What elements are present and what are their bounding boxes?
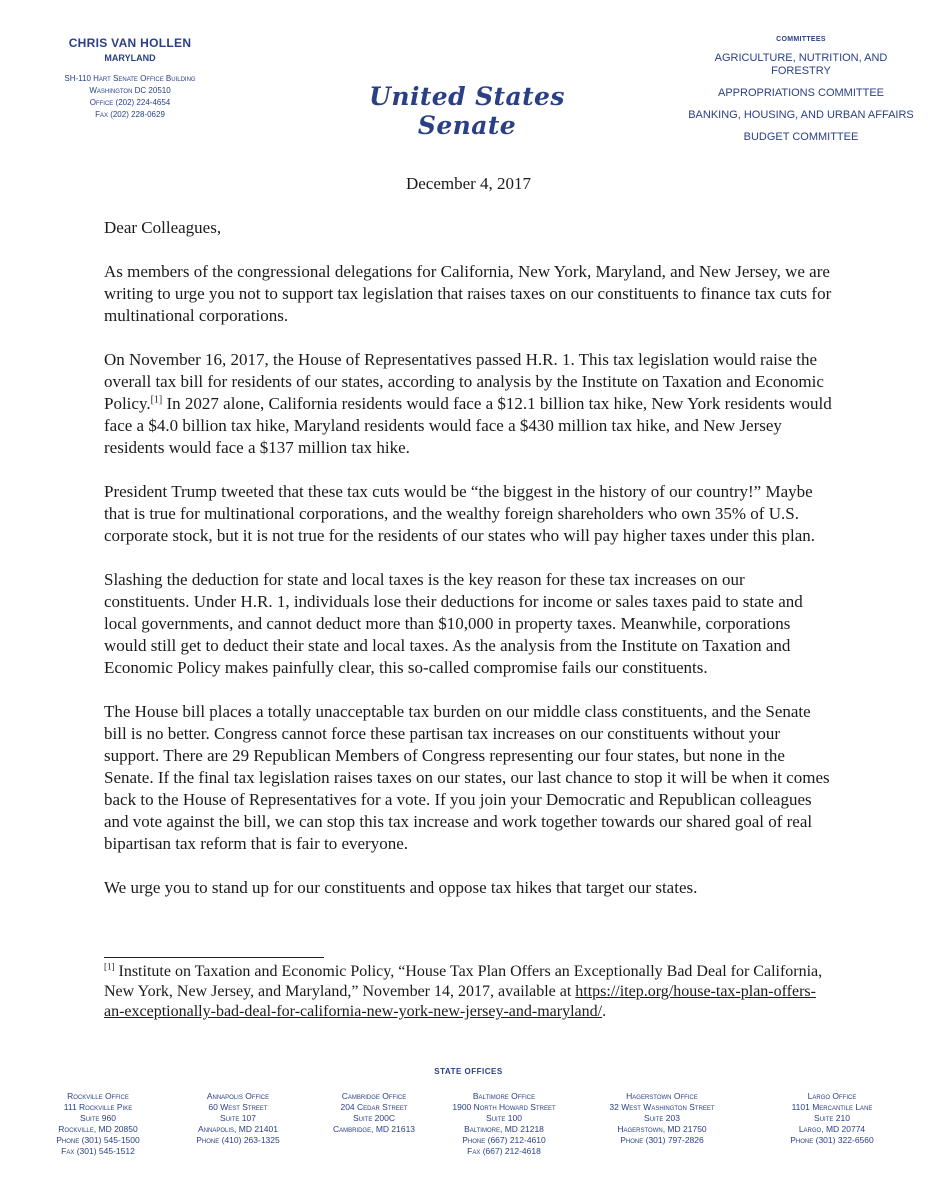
office-name: Annapolis Office <box>206 1091 270 1101</box>
office-line: Phone (301) 322-6560 <box>790 1135 874 1145</box>
paragraph-text: In 2027 alone, California residents would face a $12.1 billion tax hike, New York residents would face a $4.0 billion tax hike, Maryland residents would face a $430 million tax hike, and New Jersey residents would face a $137 million tax hike. <box>104 394 832 457</box>
office-line: Fax (667) 212-4618 <box>467 1146 541 1156</box>
office-line: Cambridge, MD 21613 <box>332 1124 416 1134</box>
office-name: Rockville Office <box>67 1091 129 1101</box>
office-line: Phone (410) 263-1325 <box>196 1135 280 1145</box>
office-name: Baltimore Office <box>472 1091 536 1101</box>
committee-item: APPROPRIATIONS COMMITTEE <box>717 87 885 99</box>
address-line: SH-110 Hart Senate Office Building <box>64 74 196 83</box>
office-line: Hagerstown, MD 21750 <box>617 1124 707 1134</box>
footnote-end: . <box>602 1003 607 1020</box>
office-line: Suite 100 <box>486 1113 522 1123</box>
office-line: 1101 Mercantile Lane <box>791 1102 873 1112</box>
letter-date: December 4, 2017 <box>405 174 532 193</box>
address-line: Office (202) 224-4654 <box>89 98 171 107</box>
office-line: 32 West Washington Street <box>609 1102 715 1112</box>
paragraph-text: On November 16, 2017, the House of Representatives passed H.R. 1. This tax legislation would raise the overall tax bill for residents of our states, according to analysis by the Institute on Taxation and Economic Policy. <box>104 350 824 413</box>
footnote-reference[interactable]: [1] <box>150 394 163 406</box>
committees-heading: COMMITTEES <box>776 36 826 43</box>
committee-item: BANKING, HOUSING, AND URBAN AFFAIRS <box>688 109 914 121</box>
senator-name: CHRIS VAN HOLLEN <box>68 36 192 50</box>
office-line: Suite 210 <box>814 1113 850 1123</box>
office-line: Baltimore, MD 21218 <box>464 1124 544 1134</box>
salutation: Dear Colleagues, <box>104 218 222 237</box>
senate-letterhead-title: United States Senate <box>369 82 565 140</box>
office-line: Phone (301) 797-2826 <box>620 1135 704 1145</box>
office-line: 1900 North Howard Street <box>452 1102 556 1112</box>
footnote-text: Institute on Taxation and Economic Policy, “House Tax Plan Offers an Exceptionally Bad Deal for California, New York, New Jersey, and Maryland,” November 14, 2017, available at <box>104 963 823 1000</box>
office-cambridge <box>300 1091 448 1135</box>
office-name: Hagerstown Office <box>626 1091 698 1101</box>
paragraph: Slashing the deduction for state and local taxes is the key reason for these tax increases on our constituents. Under H.R. 1, individuals lose their deductions for income or sales taxes paid to state and local governments, and cannot deduct more than $10,000 in property taxes. Meanwhile, corporations would still get to deduct their state and local taxes. As the analysis from the Institute on Taxation and Economic Policy makes painfully clear, this so-called compromise fails our constituents. <box>104 570 803 677</box>
state-offices-title: STATE OFFICES <box>434 1067 503 1076</box>
office-hagerstown <box>588 1091 736 1146</box>
office-line: Rockville, MD 20850 <box>58 1124 138 1134</box>
committee-item: AGRICULTURE, NUTRITION, AND FORESTRY <box>714 52 888 77</box>
office-line: Fax (301) 545-1512 <box>61 1146 135 1156</box>
state-offices <box>24 1091 913 1171</box>
paragraph: We urge you to stand up for our constituents and oppose tax hikes that target our states. <box>104 878 698 897</box>
senator-state: MARYLAND <box>104 53 156 63</box>
office-baltimore <box>430 1091 578 1157</box>
footnote <box>104 962 834 1022</box>
letter-body <box>104 217 834 921</box>
office-line: Suite 203 <box>644 1113 680 1123</box>
office-line: Suite 107 <box>220 1113 256 1123</box>
office-line: Annapolis, MD 21401 <box>198 1124 278 1134</box>
office-name: Cambridge Office <box>341 1091 407 1101</box>
committee-item: BUDGET COMMITTEE <box>743 131 859 143</box>
office-line: 204 Cedar Street <box>340 1102 408 1112</box>
address-line: Washington DC 20510 <box>89 86 171 95</box>
office-line: Suite 200C <box>352 1113 396 1123</box>
office-line: 111 Rockville Pike <box>63 1102 133 1112</box>
office-name: Largo Office <box>807 1091 857 1101</box>
office-largo <box>758 1091 906 1146</box>
office-line: 60 West Street <box>208 1102 268 1112</box>
office-line: Suite 960 <box>80 1113 116 1123</box>
office-line: Largo, MD 20774 <box>798 1124 866 1134</box>
paragraph <box>104 349 834 459</box>
sender-block <box>30 36 230 121</box>
footnote-marker: [1] <box>104 961 115 972</box>
office-rockville <box>24 1091 172 1157</box>
paragraph: President Trump tweeted that these tax cuts would be “the biggest in the history of our country!” Maybe that is true for multinational corporations, and the wealthy foreign shareholders who own 35% of U.S. corporate stock, but it is not true for the residents of our states who will pay higher taxes under this plan. <box>104 482 816 545</box>
address-line: Fax (202) 228-0629 <box>95 110 165 119</box>
footnote-divider <box>104 957 324 958</box>
committees-block <box>688 36 914 144</box>
office-annapolis <box>164 1091 312 1146</box>
office-line: Phone (667) 212-4610 <box>462 1135 546 1145</box>
paragraph: The House bill places a totally unacceptable tax burden on our middle class constituents, and the Senate bill is no better. Congress cannot force these partisan tax increases on our constituents without your support. There are 29 Republican Members of Congress representing our four states, but none in the Senate. If the final tax legislation raises taxes on our states, our last chance to stop it will be when it comes back to the House of Representatives for a vote. If you join your Democratic and Republican colleagues and vote against the bill, we can stop this tax increase and work together towards our shared goal of real bipartisan tax reform that is fair to everyone. <box>104 702 830 853</box>
sender-address <box>30 73 230 121</box>
paragraph: As members of the congressional delegations for California, New York, Maryland, and New Jersey, we are writing to urge you not to support tax legislation that raises taxes on our constituents to finance tax cuts for multinational corporations. <box>104 262 832 325</box>
footnote-link[interactable]: https://itep.org/house-tax-plan-offers-an-exceptionally-bad-deal-for-california-new-york-new-jersey-and-maryland/ <box>104 983 816 1020</box>
office-line: Phone (301) 545-1500 <box>56 1135 140 1145</box>
